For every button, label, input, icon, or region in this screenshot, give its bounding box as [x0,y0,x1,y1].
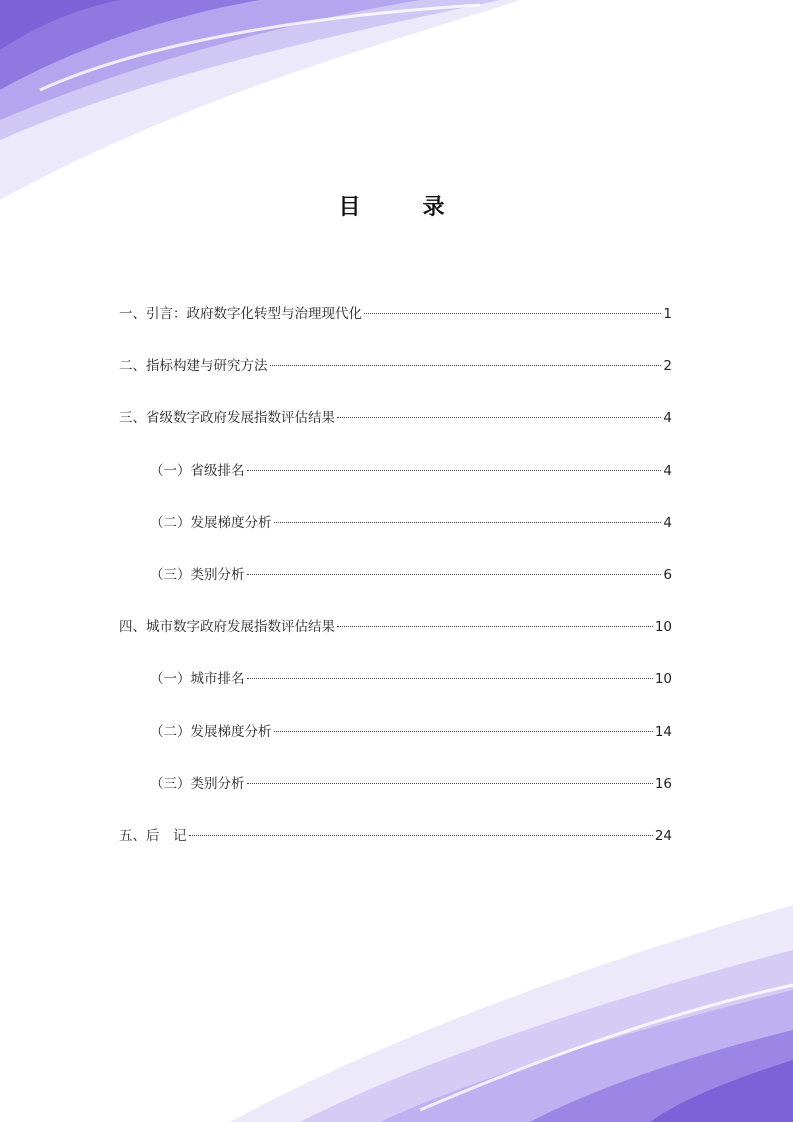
toc-entry[interactable] [119,565,672,617]
toc-entry-label: 一、引言：政府数字化转型与治理现代化 [119,306,362,322]
toc-leader-dots [247,470,662,471]
toc-entry-label: （二）发展梯度分析 [150,514,272,531]
toc-entry-page-number: 14 [654,723,672,740]
toc-entry-page-number: 2 [663,358,672,375]
toc-leader-dots [274,731,653,732]
toc-entry-label: （一）城市排名 [150,671,245,688]
toc-entry[interactable] [119,356,672,408]
toc-entry-label: （一）省级排名 [150,462,245,479]
page-title: 目 录 [338,195,465,220]
toc-leader-dots [274,522,662,523]
toc-entry-page-number: 24 [654,827,672,844]
toc-entry-label: 三、省级数字政府发展指数评估结果 [119,410,335,427]
toc-entry-label: （三）类别分析 [150,775,245,792]
toc-entry-page-number: 4 [663,514,672,531]
toc-leader-dots [247,678,653,679]
toc-leader-dots [364,313,661,314]
toc-entry-label: （二）发展梯度分析 [150,723,272,740]
toc-entry[interactable] [119,408,672,460]
toc-entry-page-number: 16 [654,775,672,792]
toc-leader-dots [189,835,653,836]
toc-entry[interactable] [119,669,672,721]
toc-entry[interactable] [119,617,672,669]
toc-entry[interactable] [119,304,672,356]
toc-entry-page-number: 4 [663,410,672,427]
toc-entry-label: 二、指标构建与研究方法 [119,358,268,375]
toc-entry-page-number: 6 [663,566,672,583]
toc-entry[interactable] [119,513,672,565]
bottom-right-wave-decoration [230,905,793,1122]
toc-entry[interactable] [119,722,672,774]
toc-entry[interactable] [119,826,672,878]
toc-leader-dots [270,365,662,366]
toc-entry-page-number: 10 [654,619,672,636]
top-left-wave-decoration [0,0,520,200]
toc-leader-dots [247,783,653,784]
toc-leader-dots [337,626,653,627]
toc-entry-page-number: 1 [663,306,672,322]
toc-leader-dots [337,417,661,418]
toc-entry-label: 五、后 记 [119,827,187,844]
toc-entry-page-number: 10 [654,671,672,688]
toc-entry[interactable] [119,461,672,513]
toc-entry-label: （三）类别分析 [150,566,245,583]
toc-leader-dots [247,574,662,575]
toc-entry-label: 四、城市数字政府发展指数评估结果 [119,619,335,636]
toc-entry[interactable] [119,774,672,826]
toc-entry-page-number: 4 [663,462,672,479]
table-of-contents [119,304,672,878]
